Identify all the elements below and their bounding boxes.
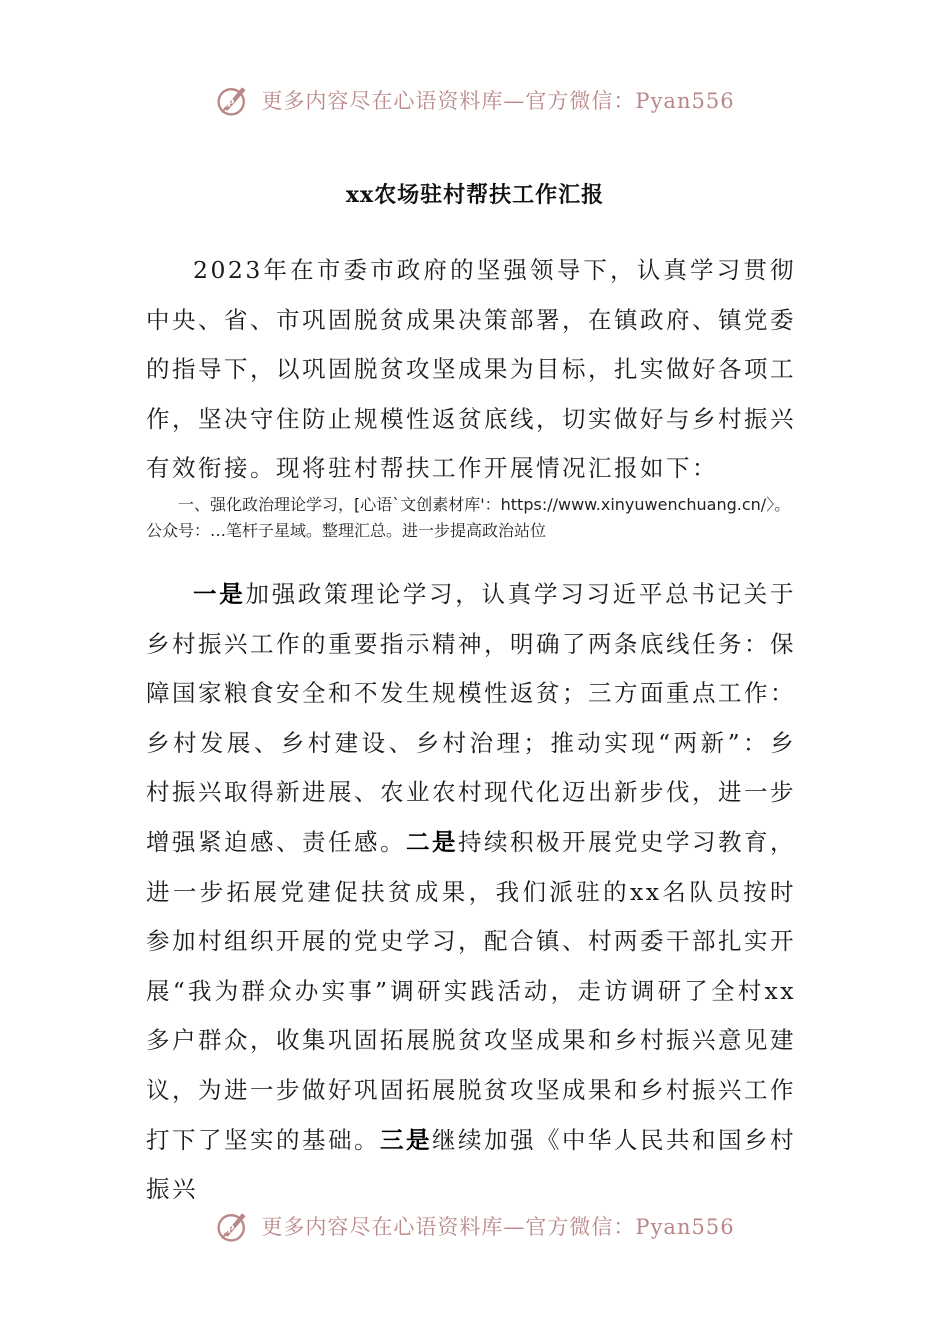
document-title: xx农场驻村帮扶工作汇报	[345, 182, 605, 208]
lead-first: 一是	[193, 580, 246, 608]
body-text-second: 持续积极开展党史学习教育，进一步拓展党建促扶贫成果，我们派驻的xx名队员按时参加村组织开展的党史学习，配合镇、村两委干部扎实开展“我为群众办实事”调研实践活动，走访调研了全村xx多户群众，收集巩固拓展脱贫攻坚成果和乡村振兴意见建议，为进一步做好巩固拓展脱贫攻坚成果和乡村振兴工作打下了坚实的基础。	[146, 827, 796, 1154]
quill-logo-icon	[215, 1208, 251, 1244]
watermark-header	[0, 82, 950, 118]
lead-second: 二是	[406, 827, 458, 856]
intro-paragraph: 2023年在市委市政府的坚强领导下，认真学习贯彻中央、省、市巩固脱贫成果决策部署，在镇政府、镇党委的指导下，以巩固脱贫攻坚成果为目标，扎实做好各项工作，坚决守住防止规模性返贫底线，切实做好与乡村振兴有效衔接。现将驻村帮扶工作开展情况汇报如下：	[146, 256, 796, 483]
intro-block	[146, 246, 796, 494]
watermark-text: 更多内容尽在心语资料库—官方微信：Pyan556	[261, 89, 735, 113]
svg-text:P: P	[227, 1224, 235, 1236]
lead-third: 三是	[380, 1125, 432, 1154]
watermark-text: 更多内容尽在心语资料库—官方微信：Pyan556	[261, 1215, 735, 1239]
body-block	[146, 570, 796, 1215]
body-text-third: 继续加强《中华人民共和国乡村振兴	[146, 1125, 796, 1204]
svg-text:P: P	[227, 98, 235, 110]
watermark-footer	[0, 1208, 950, 1244]
section-heading: 一、强化政治理论学习，[心语`文创素材库'：https://www.xinyuwenchuang.cn/〉。公众号：…笔杆子星域。整理汇总。进一步提高政治站位	[146, 495, 791, 540]
quill-logo-icon	[215, 82, 251, 118]
body-text-first: 加强政策理论学习，认真学习习近平总书记关于乡村振兴工作的重要指示精神，明确了两条底线任务：保障国家粮食安全和不发生规模性返贫；三方面重点工作：乡村发展、乡村建设、乡村治理；推动实现“两新”：乡村振兴取得新进展、农业农村现代化迈出新步伐，进一步增强紧迫感、责任感。	[146, 580, 797, 856]
body-paragraph	[146, 570, 796, 1215]
